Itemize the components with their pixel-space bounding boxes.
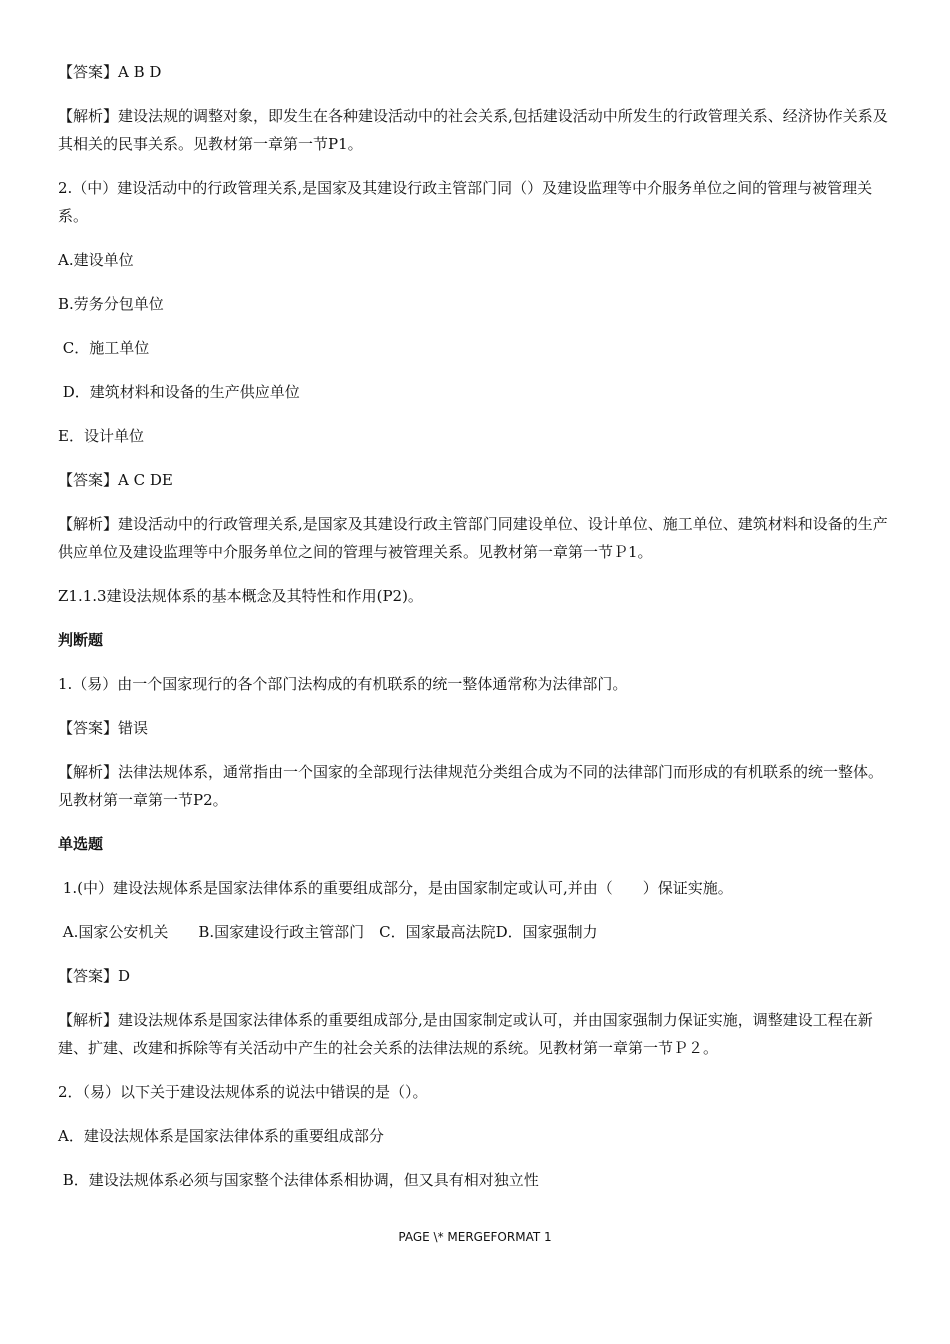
explanation-paragraph: 【解析】建设活动中的行政管理关系,是国家及其建设行政主管部门同建设单位、设计单位、施工单位、建筑材料和设备的生产供应单位及建设监理等中介服务单位之间的管理与被管理关系。见教材第一章第一节Ｐ1。	[58, 515, 888, 561]
options-line: A.国家公安机关 B.国家建设行政主管部门 C．国家最高法院D．国家强制力	[58, 923, 598, 941]
question-text: 1.(中）建设法规体系是国家法律体系的重要组成部分，是由国家制定或认可,并由（ ）保证实施。	[58, 879, 733, 897]
section-title: Z1.1.3建设法规体系的基本概念及其特性和作用(P2)。	[58, 587, 423, 605]
page-footer-field: PAGE \* MERGEFORMAT 1	[398, 1230, 552, 1244]
option-c: C．施工单位	[58, 339, 150, 357]
answer-line: 【答案】A C DE	[58, 471, 173, 489]
answer-line: 【答案】D	[58, 967, 131, 985]
answer-line: 【答案】错误	[58, 719, 149, 737]
option-a: A.建设单位	[58, 251, 134, 269]
option-b: B.劳务分包单位	[58, 295, 164, 313]
section-heading-true-false: 判断题	[58, 631, 104, 649]
answer-line: 【答案】A B D	[58, 63, 162, 81]
section-heading-single-choice: 单选题	[58, 835, 104, 853]
document-body	[58, 58, 894, 1210]
explanation-paragraph: 【解析】建设法规的调整对象，即发生在各种建设活动中的社会关系,包括建设活动中所发生的行政管理关系、经济协作关系及其相关的民事关系。见教材第一章第一节P1。	[58, 107, 888, 153]
option-b: B．建设法规体系必须与国家整个法律体系相协调，但又具有相对独立性	[58, 1171, 539, 1189]
explanation-paragraph: 【解析】建设法规体系是国家法律体系的重要组成部分,是由国家制定或认可，并由国家强制力保证实施，调整建设工程在新建、扩建、改建和拆除等有关活动中产生的社会关系的法律法规的系统。见教材第一章第一节Ｐ２。	[58, 1011, 873, 1057]
question-text: 2.（中）建设活动中的行政管理关系,是国家及其建设行政主管部门同（）及建设监理等中介服务单位之间的管理与被管理关系。	[58, 179, 873, 225]
option-d: D．建筑材料和设备的生产供应单位	[58, 383, 300, 401]
question-text: 2．（易）以下关于建设法规体系的说法中错误的是（）。	[58, 1083, 428, 1101]
option-e: E．设计单位	[58, 427, 144, 445]
option-a: A．建设法规体系是国家法律体系的重要组成部分	[58, 1127, 384, 1145]
question-text: 1.（易）由一个国家现行的各个部门法构成的有机联系的统一整体通常称为法律部门。	[58, 675, 628, 693]
explanation-paragraph: 【解析】法律法规体系，通常指由一个国家的全部现行法律规范分类组合成为不同的法律部门而形成的有机联系的统一整体。见教材第一章第一节P2。	[58, 763, 884, 809]
